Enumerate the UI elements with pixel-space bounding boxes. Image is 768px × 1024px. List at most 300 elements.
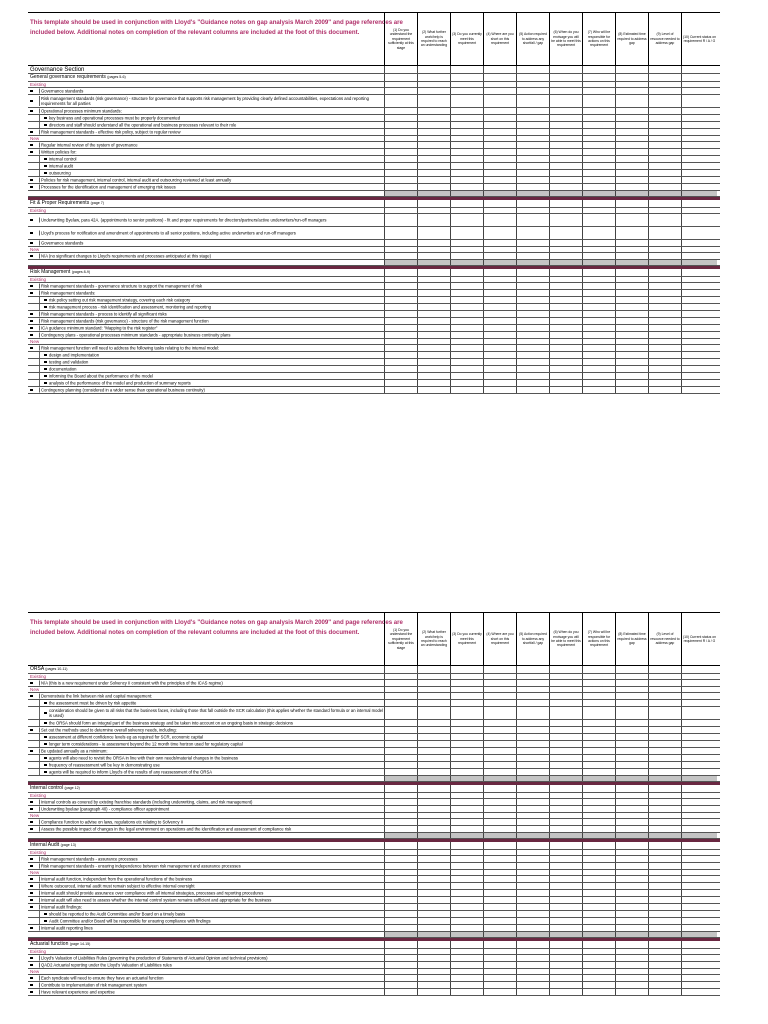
response-cell[interactable]: [516, 149, 549, 155]
response-cell[interactable]: [384, 345, 417, 351]
response-cell[interactable]: [582, 170, 615, 176]
response-cell[interactable]: [450, 373, 483, 379]
response-cell[interactable]: [615, 826, 648, 832]
response-cell[interactable]: [450, 826, 483, 832]
response-cell[interactable]: [615, 741, 648, 747]
response-cell[interactable]: [615, 925, 648, 931]
response-cell[interactable]: [483, 156, 516, 162]
response-cell[interactable]: [681, 227, 717, 239]
response-cell[interactable]: [417, 352, 450, 358]
response-cell[interactable]: [483, 918, 516, 924]
response-cell[interactable]: [483, 297, 516, 303]
response-cell[interactable]: [417, 741, 450, 747]
response-cell[interactable]: [648, 95, 681, 107]
response-cell[interactable]: [516, 177, 549, 183]
response-cell[interactable]: [516, 345, 549, 351]
response-cell[interactable]: [582, 297, 615, 303]
response-cell[interactable]: [384, 918, 417, 924]
response-cell[interactable]: [615, 290, 648, 296]
response-cell[interactable]: [615, 748, 648, 754]
response-cell[interactable]: [450, 142, 483, 148]
response-cell[interactable]: [582, 734, 615, 740]
response-cell[interactable]: [615, 240, 648, 246]
response-cell[interactable]: [450, 755, 483, 761]
response-cell[interactable]: [648, 741, 681, 747]
response-cell[interactable]: [648, 799, 681, 805]
response-cell[interactable]: [483, 387, 516, 393]
response-cell[interactable]: [483, 799, 516, 805]
response-cell[interactable]: [516, 170, 549, 176]
response-cell[interactable]: [582, 680, 615, 686]
response-cell[interactable]: [648, 755, 681, 761]
response-cell[interactable]: [450, 806, 483, 812]
response-cell[interactable]: [582, 720, 615, 726]
response-cell[interactable]: [417, 366, 450, 372]
response-cell[interactable]: [681, 748, 717, 754]
response-cell[interactable]: [516, 819, 549, 825]
response-cell[interactable]: [450, 989, 483, 995]
response-cell[interactable]: [483, 122, 516, 128]
response-cell[interactable]: [615, 253, 648, 259]
response-cell[interactable]: [582, 911, 615, 917]
response-cell[interactable]: [483, 962, 516, 968]
response-cell[interactable]: [582, 741, 615, 747]
response-cell[interactable]: [450, 88, 483, 94]
response-cell[interactable]: [681, 741, 717, 747]
response-cell[interactable]: [549, 380, 582, 386]
response-cell[interactable]: [582, 863, 615, 869]
response-cell[interactable]: [450, 253, 483, 259]
response-cell[interactable]: [681, 989, 717, 995]
response-cell[interactable]: [615, 318, 648, 324]
response-cell[interactable]: [384, 799, 417, 805]
response-cell[interactable]: [384, 680, 417, 686]
response-cell[interactable]: [549, 856, 582, 862]
response-cell[interactable]: [450, 214, 483, 226]
response-cell[interactable]: [483, 177, 516, 183]
response-cell[interactable]: [549, 727, 582, 733]
response-cell[interactable]: [681, 311, 717, 317]
response-cell[interactable]: [384, 108, 417, 114]
response-cell[interactable]: [417, 184, 450, 190]
response-cell[interactable]: [648, 108, 681, 114]
response-cell[interactable]: [516, 863, 549, 869]
response-cell[interactable]: [615, 962, 648, 968]
response-cell[interactable]: [681, 283, 717, 289]
response-cell[interactable]: [582, 707, 615, 719]
response-cell[interactable]: [681, 352, 717, 358]
response-cell[interactable]: [681, 856, 717, 862]
response-cell[interactable]: [417, 904, 450, 910]
response-cell[interactable]: [417, 727, 450, 733]
response-cell[interactable]: [417, 890, 450, 896]
response-cell[interactable]: [450, 366, 483, 372]
response-cell[interactable]: [384, 911, 417, 917]
response-cell[interactable]: [417, 806, 450, 812]
response-cell[interactable]: [384, 769, 417, 775]
response-cell[interactable]: [417, 163, 450, 169]
response-cell[interactable]: [615, 163, 648, 169]
response-cell[interactable]: [648, 163, 681, 169]
response-cell[interactable]: [516, 883, 549, 889]
response-cell[interactable]: [648, 883, 681, 889]
response-cell[interactable]: [615, 122, 648, 128]
response-cell[interactable]: [615, 297, 648, 303]
response-cell[interactable]: [648, 366, 681, 372]
response-cell[interactable]: [483, 184, 516, 190]
response-cell[interactable]: [483, 380, 516, 386]
response-cell[interactable]: [681, 911, 717, 917]
response-cell[interactable]: [549, 359, 582, 365]
response-cell[interactable]: [648, 88, 681, 94]
response-cell[interactable]: [681, 700, 717, 706]
response-cell[interactable]: [516, 115, 549, 121]
response-cell[interactable]: [681, 925, 717, 931]
response-cell[interactable]: [450, 741, 483, 747]
response-cell[interactable]: [648, 806, 681, 812]
response-cell[interactable]: [549, 975, 582, 981]
response-cell[interactable]: [681, 184, 717, 190]
response-cell[interactable]: [582, 332, 615, 338]
response-cell[interactable]: [417, 826, 450, 832]
response-cell[interactable]: [582, 826, 615, 832]
response-cell[interactable]: [483, 311, 516, 317]
response-cell[interactable]: [549, 890, 582, 896]
response-cell[interactable]: [516, 890, 549, 896]
response-cell[interactable]: [483, 129, 516, 135]
response-cell[interactable]: [582, 142, 615, 148]
response-cell[interactable]: [384, 177, 417, 183]
response-cell[interactable]: [681, 975, 717, 981]
response-cell[interactable]: [648, 129, 681, 135]
response-cell[interactable]: [384, 149, 417, 155]
response-cell[interactable]: [384, 734, 417, 740]
response-cell[interactable]: [615, 955, 648, 961]
response-cell[interactable]: [582, 856, 615, 862]
response-cell[interactable]: [417, 283, 450, 289]
response-cell[interactable]: [549, 345, 582, 351]
response-cell[interactable]: [417, 897, 450, 903]
response-cell[interactable]: [516, 925, 549, 931]
response-cell[interactable]: [549, 122, 582, 128]
response-cell[interactable]: [681, 122, 717, 128]
response-cell[interactable]: [582, 184, 615, 190]
response-cell[interactable]: [582, 819, 615, 825]
response-cell[interactable]: [615, 170, 648, 176]
response-cell[interactable]: [417, 769, 450, 775]
response-cell[interactable]: [615, 345, 648, 351]
response-cell[interactable]: [549, 88, 582, 94]
response-cell[interactable]: [648, 876, 681, 882]
response-cell[interactable]: [582, 762, 615, 768]
response-cell[interactable]: [450, 380, 483, 386]
response-cell[interactable]: [648, 122, 681, 128]
response-cell[interactable]: [384, 156, 417, 162]
response-cell[interactable]: [549, 707, 582, 719]
response-cell[interactable]: [516, 366, 549, 372]
response-cell[interactable]: [648, 975, 681, 981]
response-cell[interactable]: [582, 975, 615, 981]
response-cell[interactable]: [681, 799, 717, 805]
response-cell[interactable]: [681, 982, 717, 988]
response-cell[interactable]: [483, 826, 516, 832]
response-cell[interactable]: [582, 727, 615, 733]
response-cell[interactable]: [450, 311, 483, 317]
response-cell[interactable]: [582, 387, 615, 393]
response-cell[interactable]: [450, 170, 483, 176]
response-cell[interactable]: [582, 693, 615, 699]
response-cell[interactable]: [516, 380, 549, 386]
response-cell[interactable]: [450, 911, 483, 917]
response-cell[interactable]: [648, 359, 681, 365]
response-cell[interactable]: [483, 883, 516, 889]
response-cell[interactable]: [450, 727, 483, 733]
response-cell[interactable]: [516, 693, 549, 699]
response-cell[interactable]: [681, 290, 717, 296]
response-cell[interactable]: [681, 863, 717, 869]
response-cell[interactable]: [450, 129, 483, 135]
response-cell[interactable]: [483, 149, 516, 155]
response-cell[interactable]: [483, 755, 516, 761]
response-cell[interactable]: [417, 819, 450, 825]
response-cell[interactable]: [648, 304, 681, 310]
response-cell[interactable]: [483, 366, 516, 372]
response-cell[interactable]: [384, 741, 417, 747]
response-cell[interactable]: [483, 762, 516, 768]
response-cell[interactable]: [549, 373, 582, 379]
response-cell[interactable]: [681, 332, 717, 338]
response-cell[interactable]: [648, 253, 681, 259]
response-cell[interactable]: [417, 318, 450, 324]
response-cell[interactable]: [549, 387, 582, 393]
response-cell[interactable]: [384, 283, 417, 289]
response-cell[interactable]: [681, 387, 717, 393]
response-cell[interactable]: [450, 897, 483, 903]
response-cell[interactable]: [516, 904, 549, 910]
response-cell[interactable]: [615, 727, 648, 733]
response-cell[interactable]: [549, 163, 582, 169]
response-cell[interactable]: [450, 115, 483, 121]
response-cell[interactable]: [417, 863, 450, 869]
response-cell[interactable]: [582, 769, 615, 775]
response-cell[interactable]: [549, 129, 582, 135]
response-cell[interactable]: [483, 345, 516, 351]
response-cell[interactable]: [549, 955, 582, 961]
response-cell[interactable]: [648, 700, 681, 706]
response-cell[interactable]: [681, 727, 717, 733]
response-cell[interactable]: [549, 904, 582, 910]
response-cell[interactable]: [549, 142, 582, 148]
response-cell[interactable]: [483, 95, 516, 107]
response-cell[interactable]: [483, 897, 516, 903]
response-cell[interactable]: [582, 149, 615, 155]
response-cell[interactable]: [516, 156, 549, 162]
response-cell[interactable]: [681, 177, 717, 183]
response-cell[interactable]: [417, 240, 450, 246]
response-cell[interactable]: [582, 88, 615, 94]
response-cell[interactable]: [648, 184, 681, 190]
response-cell[interactable]: [450, 359, 483, 365]
response-cell[interactable]: [384, 88, 417, 94]
response-cell[interactable]: [582, 122, 615, 128]
response-cell[interactable]: [384, 373, 417, 379]
response-cell[interactable]: [483, 727, 516, 733]
response-cell[interactable]: [615, 283, 648, 289]
response-cell[interactable]: [417, 680, 450, 686]
response-cell[interactable]: [384, 806, 417, 812]
response-cell[interactable]: [384, 366, 417, 372]
response-cell[interactable]: [450, 904, 483, 910]
response-cell[interactable]: [516, 727, 549, 733]
response-cell[interactable]: [483, 88, 516, 94]
response-cell[interactable]: [483, 214, 516, 226]
response-cell[interactable]: [582, 925, 615, 931]
response-cell[interactable]: [549, 876, 582, 882]
response-cell[interactable]: [615, 373, 648, 379]
response-cell[interactable]: [549, 897, 582, 903]
response-cell[interactable]: [582, 876, 615, 882]
response-cell[interactable]: [450, 883, 483, 889]
response-cell[interactable]: [516, 163, 549, 169]
response-cell[interactable]: [516, 918, 549, 924]
response-cell[interactable]: [681, 129, 717, 135]
response-cell[interactable]: [450, 122, 483, 128]
response-cell[interactable]: [450, 955, 483, 961]
response-cell[interactable]: [417, 911, 450, 917]
response-cell[interactable]: [450, 240, 483, 246]
response-cell[interactable]: [450, 387, 483, 393]
response-cell[interactable]: [450, 108, 483, 114]
response-cell[interactable]: [582, 283, 615, 289]
response-cell[interactable]: [516, 799, 549, 805]
response-cell[interactable]: [483, 163, 516, 169]
response-cell[interactable]: [450, 748, 483, 754]
response-cell[interactable]: [615, 332, 648, 338]
response-cell[interactable]: [681, 693, 717, 699]
response-cell[interactable]: [648, 826, 681, 832]
response-cell[interactable]: [516, 318, 549, 324]
response-cell[interactable]: [450, 799, 483, 805]
response-cell[interactable]: [582, 352, 615, 358]
response-cell[interactable]: [681, 897, 717, 903]
response-cell[interactable]: [417, 856, 450, 862]
response-cell[interactable]: [549, 925, 582, 931]
response-cell[interactable]: [681, 359, 717, 365]
response-cell[interactable]: [648, 734, 681, 740]
response-cell[interactable]: [516, 332, 549, 338]
response-cell[interactable]: [384, 826, 417, 832]
response-cell[interactable]: [483, 108, 516, 114]
response-cell[interactable]: [384, 142, 417, 148]
response-cell[interactable]: [648, 318, 681, 324]
response-cell[interactable]: [648, 283, 681, 289]
response-cell[interactable]: [549, 214, 582, 226]
response-cell[interactable]: [615, 700, 648, 706]
response-cell[interactable]: [450, 149, 483, 155]
response-cell[interactable]: [483, 890, 516, 896]
response-cell[interactable]: [417, 325, 450, 331]
response-cell[interactable]: [483, 693, 516, 699]
response-cell[interactable]: [648, 707, 681, 719]
response-cell[interactable]: [516, 911, 549, 917]
response-cell[interactable]: [384, 876, 417, 882]
response-cell[interactable]: [417, 290, 450, 296]
response-cell[interactable]: [450, 297, 483, 303]
response-cell[interactable]: [483, 856, 516, 862]
response-cell[interactable]: [384, 897, 417, 903]
response-cell[interactable]: [582, 163, 615, 169]
response-cell[interactable]: [582, 806, 615, 812]
response-cell[interactable]: [549, 918, 582, 924]
response-cell[interactable]: [615, 156, 648, 162]
response-cell[interactable]: [384, 318, 417, 324]
response-cell[interactable]: [549, 720, 582, 726]
response-cell[interactable]: [450, 769, 483, 775]
response-cell[interactable]: [549, 680, 582, 686]
response-cell[interactable]: [384, 380, 417, 386]
response-cell[interactable]: [681, 826, 717, 832]
response-cell[interactable]: [384, 975, 417, 981]
response-cell[interactable]: [417, 373, 450, 379]
response-cell[interactable]: [549, 762, 582, 768]
response-cell[interactable]: [549, 227, 582, 239]
response-cell[interactable]: [681, 819, 717, 825]
response-cell[interactable]: [615, 149, 648, 155]
response-cell[interactable]: [615, 819, 648, 825]
response-cell[interactable]: [648, 142, 681, 148]
response-cell[interactable]: [450, 693, 483, 699]
response-cell[interactable]: [417, 693, 450, 699]
response-cell[interactable]: [384, 290, 417, 296]
response-cell[interactable]: [549, 325, 582, 331]
response-cell[interactable]: [648, 387, 681, 393]
response-cell[interactable]: [417, 975, 450, 981]
response-cell[interactable]: [549, 734, 582, 740]
response-cell[interactable]: [483, 227, 516, 239]
response-cell[interactable]: [615, 387, 648, 393]
response-cell[interactable]: [549, 283, 582, 289]
response-cell[interactable]: [516, 741, 549, 747]
response-cell[interactable]: [648, 693, 681, 699]
response-cell[interactable]: [384, 163, 417, 169]
response-cell[interactable]: [516, 95, 549, 107]
response-cell[interactable]: [582, 755, 615, 761]
response-cell[interactable]: [681, 345, 717, 351]
response-cell[interactable]: [384, 227, 417, 239]
response-cell[interactable]: [549, 962, 582, 968]
response-cell[interactable]: [648, 819, 681, 825]
response-cell[interactable]: [582, 177, 615, 183]
response-cell[interactable]: [516, 129, 549, 135]
response-cell[interactable]: [483, 876, 516, 882]
response-cell[interactable]: [582, 240, 615, 246]
response-cell[interactable]: [483, 734, 516, 740]
response-cell[interactable]: [417, 748, 450, 754]
response-cell[interactable]: [483, 925, 516, 931]
response-cell[interactable]: [384, 387, 417, 393]
response-cell[interactable]: [615, 311, 648, 317]
response-cell[interactable]: [417, 214, 450, 226]
response-cell[interactable]: [450, 734, 483, 740]
response-cell[interactable]: [549, 693, 582, 699]
response-cell[interactable]: [450, 283, 483, 289]
response-cell[interactable]: [648, 904, 681, 910]
response-cell[interactable]: [648, 227, 681, 239]
response-cell[interactable]: [681, 707, 717, 719]
response-cell[interactable]: [681, 380, 717, 386]
response-cell[interactable]: [549, 883, 582, 889]
response-cell[interactable]: [681, 883, 717, 889]
